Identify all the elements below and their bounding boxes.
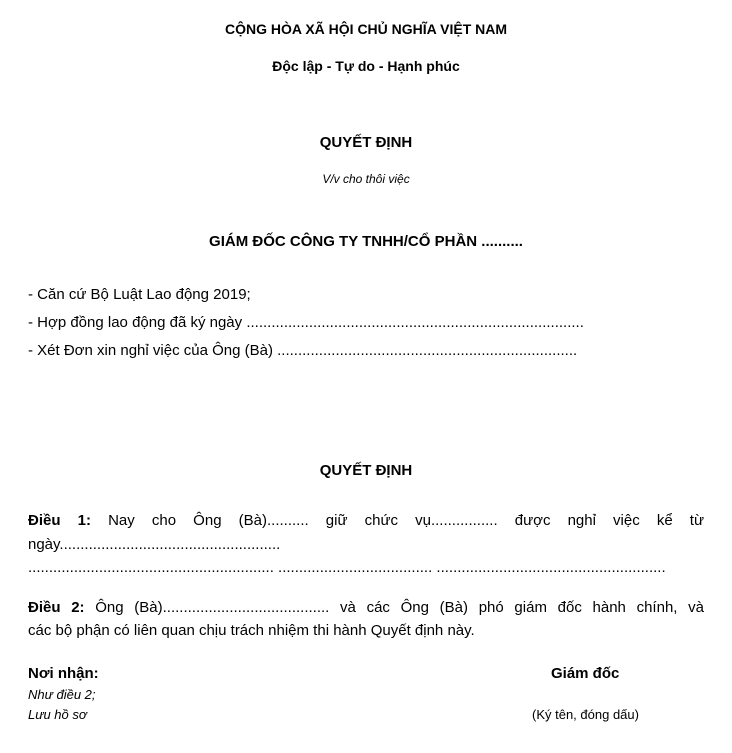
article-1-line: ........................................................... ..................................... ....................................................... — [28, 559, 666, 576]
legal-basis-item: - Hợp đồng lao động đã ký ngày ................................................................................. — [28, 314, 584, 331]
article-1-line: ngày..................................................... — [28, 536, 281, 553]
national-motto: Độc lập - Tự do - Hạnh phúc — [272, 58, 460, 74]
recipient-item: Lưu hồ sơ — [28, 707, 87, 722]
article-1-line — [28, 512, 704, 529]
recipient-item: Như điều 2; — [28, 687, 96, 702]
national-title: CỘNG HÒA XÃ HỘI CHỦ NGHĨA VIỆT NAM — [224, 21, 508, 37]
document-subject: V/v cho thôi việc — [322, 172, 410, 186]
article-2-line — [28, 599, 704, 616]
decides-heading: QUYẾT ĐỊNH — [319, 462, 413, 479]
legal-basis-item: - Xét Đơn xin nghỉ việc của Ông (Bà) ........................................................................ — [28, 342, 578, 359]
recipients-label: Nơi nhận: — [28, 665, 99, 682]
issuer-heading: GIÁM ĐỐC CÔNG TY TNHH/CỔ PHẦN .......... — [209, 233, 523, 250]
document-title: QUYẾT ĐỊNH — [319, 134, 413, 151]
signature-note: (Ký tên, đóng dấu) — [532, 707, 639, 722]
legal-basis-item: - Căn cứ Bộ Luật Lao động 2019; — [28, 286, 251, 303]
signer-title: Giám đốc — [551, 665, 620, 682]
article-1-label: Điều 1: — [28, 512, 91, 529]
article-2-label: Điều 2: — [28, 599, 85, 616]
article-2-text: Ông (Bà)........................................ và các Ông (Bà) phó giám đốc hành chính, và — [95, 599, 704, 616]
article-1-text: Nay cho Ông (Bà).......... giữ chức vụ................ được nghỉ việc kể từ — [108, 512, 705, 529]
article-2-line: các bộ phận có liên quan chịu trách nhiệm thi hành Quyết định này. — [28, 622, 475, 639]
